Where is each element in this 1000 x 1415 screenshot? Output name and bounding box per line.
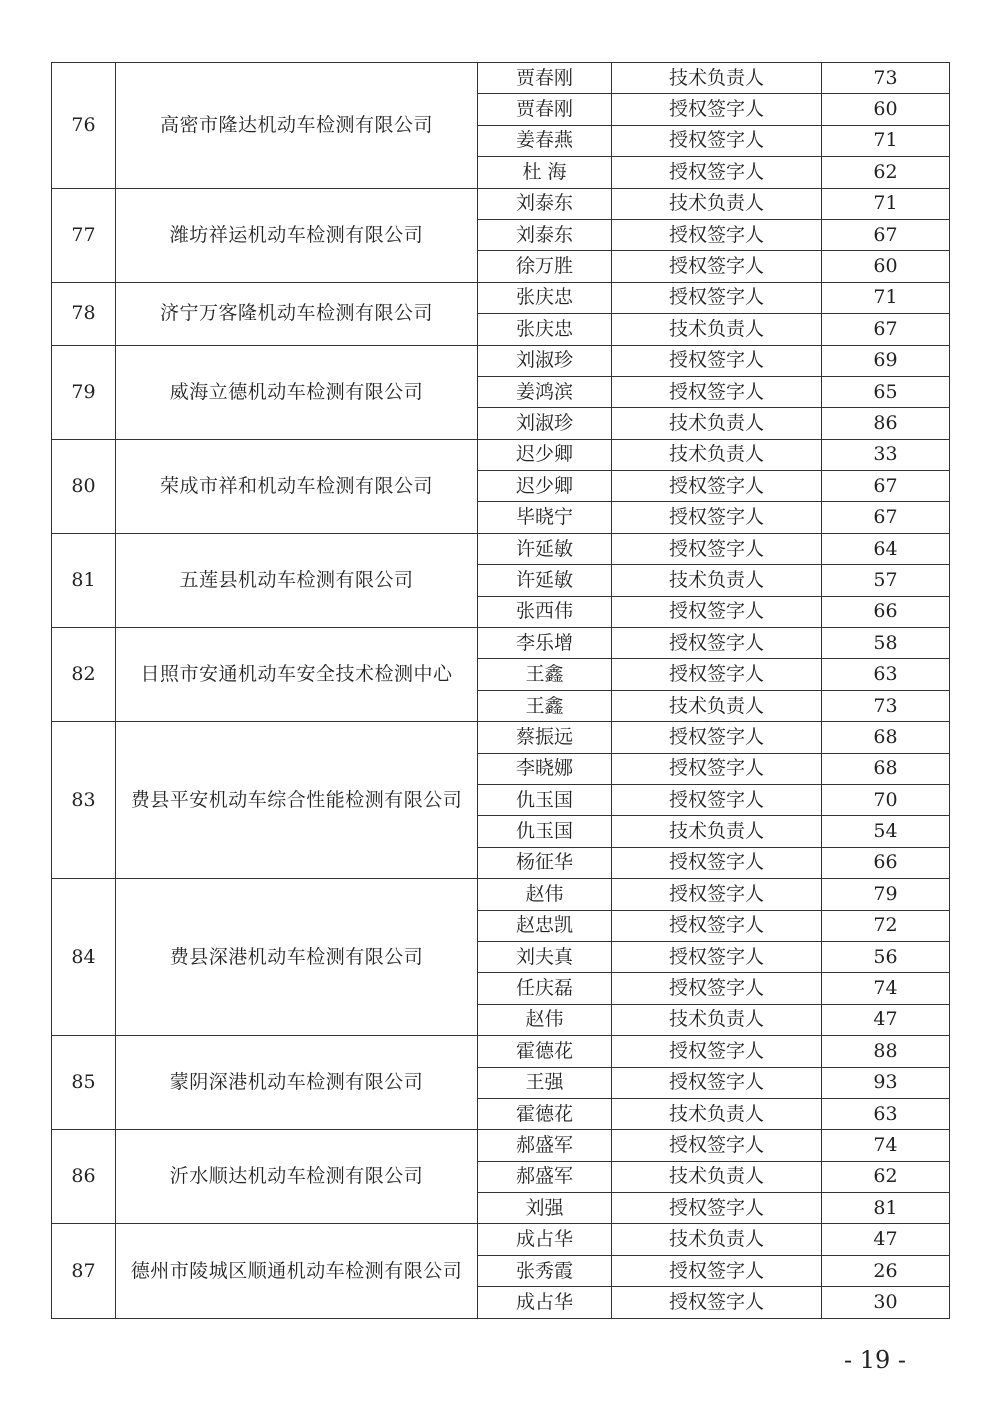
person-role: 技术负责人 [612, 1161, 822, 1192]
company-name: 费县平安机动车综合性能检测有限公司 [116, 722, 478, 879]
table-row [52, 722, 950, 753]
person-name: 成占华 [478, 1287, 612, 1318]
score: 47 [822, 1004, 950, 1035]
score: 62 [822, 157, 950, 188]
score: 73 [822, 63, 950, 94]
entry-number: 81 [52, 533, 116, 627]
person-role: 技术负责人 [612, 690, 822, 721]
person-name: 郝盛军 [478, 1161, 612, 1192]
person-name: 许延敏 [478, 565, 612, 596]
score: 65 [822, 376, 950, 407]
score: 79 [822, 879, 950, 910]
score: 30 [822, 1287, 950, 1318]
person-name: 霍德花 [478, 1036, 612, 1067]
person-name: 张秀霞 [478, 1255, 612, 1286]
table-row [52, 533, 950, 564]
score: 81 [822, 1193, 950, 1224]
score: 67 [822, 219, 950, 250]
entry-number: 77 [52, 188, 116, 282]
person-role: 授权签字人 [612, 722, 822, 753]
person-role: 授权签字人 [612, 157, 822, 188]
person-name: 毕晓宁 [478, 502, 612, 533]
table-row [52, 628, 950, 659]
person-name: 赵伟 [478, 1004, 612, 1035]
table-row [52, 282, 950, 313]
person-name: 赵忠凯 [478, 910, 612, 941]
table-row [52, 63, 950, 94]
person-role: 授权签字人 [612, 251, 822, 282]
score: 66 [822, 847, 950, 878]
person-name: 郝盛军 [478, 1130, 612, 1161]
score: 68 [822, 722, 950, 753]
score: 64 [822, 533, 950, 564]
score: 47 [822, 1224, 950, 1255]
person-name: 仇玉国 [478, 816, 612, 847]
person-role: 授权签字人 [612, 596, 822, 627]
person-name: 刘淑珍 [478, 345, 612, 376]
person-role: 授权签字人 [612, 973, 822, 1004]
table-row [52, 439, 950, 470]
person-name: 迟少卿 [478, 439, 612, 470]
results-table-body [52, 63, 950, 1319]
person-role: 技术负责人 [612, 439, 822, 470]
person-role: 授权签字人 [612, 1255, 822, 1286]
company-name: 沂水顺达机动车检测有限公司 [116, 1130, 478, 1224]
table-row [52, 188, 950, 219]
person-name: 成占华 [478, 1224, 612, 1255]
table-row [52, 1130, 950, 1161]
score: 71 [822, 282, 950, 313]
company-name: 高密市隆达机动车检测有限公司 [116, 63, 478, 189]
score: 58 [822, 628, 950, 659]
person-role: 授权签字人 [612, 847, 822, 878]
person-role: 授权签字人 [612, 345, 822, 376]
person-role: 授权签字人 [612, 219, 822, 250]
table-row [52, 345, 950, 376]
person-role: 授权签字人 [612, 659, 822, 690]
entry-number: 83 [52, 722, 116, 879]
person-role: 授权签字人 [612, 941, 822, 972]
person-role: 授权签字人 [612, 125, 822, 156]
entry-number: 86 [52, 1130, 116, 1224]
entry-number: 76 [52, 63, 116, 189]
company-name: 威海立德机动车检测有限公司 [116, 345, 478, 439]
score: 63 [822, 659, 950, 690]
entry-number: 80 [52, 439, 116, 533]
score: 74 [822, 973, 950, 1004]
table-row [52, 1036, 950, 1067]
person-name: 许延敏 [478, 533, 612, 564]
person-name: 姜鸿滨 [478, 376, 612, 407]
person-name: 杨征华 [478, 847, 612, 878]
person-name: 刘淑珍 [478, 408, 612, 439]
company-name: 日照市安通机动车安全技术检测中心 [116, 628, 478, 722]
person-role: 技术负责人 [612, 1098, 822, 1129]
person-role: 授权签字人 [612, 879, 822, 910]
person-name: 贾春刚 [478, 63, 612, 94]
person-role: 授权签字人 [612, 94, 822, 125]
person-name: 迟少卿 [478, 471, 612, 502]
page-number: - 19 - [843, 1346, 906, 1374]
person-role: 授权签字人 [612, 376, 822, 407]
score: 73 [822, 690, 950, 721]
score: 74 [822, 1130, 950, 1161]
person-role: 授权签字人 [612, 1130, 822, 1161]
score: 88 [822, 1036, 950, 1067]
person-name: 王强 [478, 1067, 612, 1098]
person-name: 姜春燕 [478, 125, 612, 156]
company-name: 蒙阴深港机动车检测有限公司 [116, 1036, 478, 1130]
table-row [52, 1224, 950, 1255]
score: 60 [822, 251, 950, 282]
score: 72 [822, 910, 950, 941]
score: 54 [822, 816, 950, 847]
person-name: 杜 海 [478, 157, 612, 188]
score: 93 [822, 1067, 950, 1098]
score: 26 [822, 1255, 950, 1286]
person-name: 李晓娜 [478, 753, 612, 784]
score: 70 [822, 784, 950, 815]
person-role: 技术负责人 [612, 816, 822, 847]
person-role: 技术负责人 [612, 408, 822, 439]
score: 69 [822, 345, 950, 376]
score: 33 [822, 439, 950, 470]
company-name: 费县深港机动车检测有限公司 [116, 879, 478, 1036]
person-name: 贾春刚 [478, 94, 612, 125]
score: 71 [822, 188, 950, 219]
company-name: 潍坊祥运机动车检测有限公司 [116, 188, 478, 282]
score: 60 [822, 94, 950, 125]
person-name: 王鑫 [478, 659, 612, 690]
person-name: 张西伟 [478, 596, 612, 627]
person-name: 张庆忠 [478, 314, 612, 345]
person-name: 王鑫 [478, 690, 612, 721]
score: 67 [822, 314, 950, 345]
person-role: 技术负责人 [612, 565, 822, 596]
person-role: 授权签字人 [612, 1287, 822, 1318]
person-name: 刘强 [478, 1193, 612, 1224]
score: 71 [822, 125, 950, 156]
person-name: 张庆忠 [478, 282, 612, 313]
person-role: 授权签字人 [612, 784, 822, 815]
entry-number: 84 [52, 879, 116, 1036]
person-role: 授权签字人 [612, 1036, 822, 1067]
person-role: 授权签字人 [612, 282, 822, 313]
person-role: 授权签字人 [612, 471, 822, 502]
person-name: 蔡振远 [478, 722, 612, 753]
entry-number: 82 [52, 628, 116, 722]
entry-number: 87 [52, 1224, 116, 1318]
score: 66 [822, 596, 950, 627]
person-role: 授权签字人 [612, 1193, 822, 1224]
entry-number: 79 [52, 345, 116, 439]
person-name: 刘泰东 [478, 219, 612, 250]
person-name: 任庆磊 [478, 973, 612, 1004]
person-name: 李乐增 [478, 628, 612, 659]
results-table [51, 62, 950, 1319]
person-role: 技术负责人 [612, 63, 822, 94]
person-name: 赵伟 [478, 879, 612, 910]
entry-number: 85 [52, 1036, 116, 1130]
score: 63 [822, 1098, 950, 1129]
person-name: 刘泰东 [478, 188, 612, 219]
person-role: 技术负责人 [612, 1004, 822, 1035]
score: 86 [822, 408, 950, 439]
score: 57 [822, 565, 950, 596]
score: 67 [822, 502, 950, 533]
score: 68 [822, 753, 950, 784]
table-row [52, 879, 950, 910]
person-role: 技术负责人 [612, 1224, 822, 1255]
person-name: 徐万胜 [478, 251, 612, 282]
person-name: 仇玉国 [478, 784, 612, 815]
person-role: 授权签字人 [612, 910, 822, 941]
person-role: 授权签字人 [612, 753, 822, 784]
person-role: 技术负责人 [612, 314, 822, 345]
score: 67 [822, 471, 950, 502]
score: 56 [822, 941, 950, 972]
company-name: 济宁万客隆机动车检测有限公司 [116, 282, 478, 345]
person-role: 授权签字人 [612, 628, 822, 659]
person-role: 授权签字人 [612, 533, 822, 564]
person-name: 刘夫真 [478, 941, 612, 972]
person-role: 技术负责人 [612, 188, 822, 219]
person-role: 授权签字人 [612, 1067, 822, 1098]
company-name: 五莲县机动车检测有限公司 [116, 533, 478, 627]
entry-number: 78 [52, 282, 116, 345]
person-role: 授权签字人 [612, 502, 822, 533]
person-name: 霍德花 [478, 1098, 612, 1129]
company-name: 荣成市祥和机动车检测有限公司 [116, 439, 478, 533]
score: 62 [822, 1161, 950, 1192]
company-name: 德州市陵城区顺通机动车检测有限公司 [116, 1224, 478, 1318]
